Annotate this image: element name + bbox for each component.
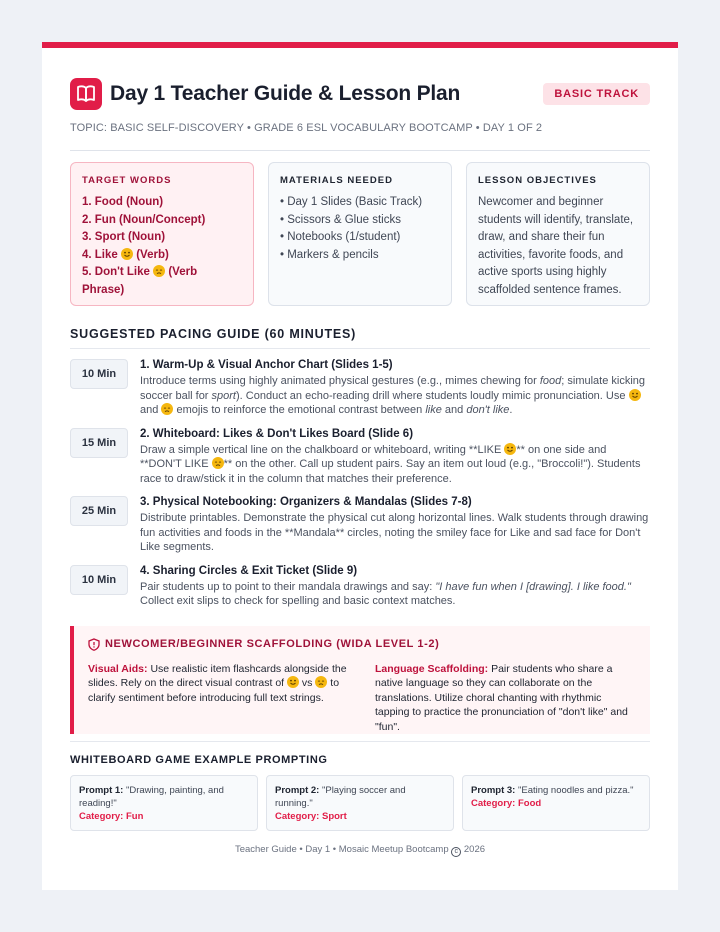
objectives-title: LESSON OBJECTIVES xyxy=(478,175,597,186)
topic-line: TOPIC: BASIC SELF-DISCOVERY • GRADE 6 ESL VOCABULARY BOOTCAMP • DAY 1 OF 2 xyxy=(70,122,543,134)
sad-face-icon xyxy=(161,403,173,415)
whiteboard-title: WHITEBOARD GAME EXAMPLE PROMPTING xyxy=(70,753,328,766)
target-words-card xyxy=(70,162,254,306)
book-icon xyxy=(70,78,102,110)
page-footer: Teacher Guide • Day 1 • Mosaic Meetup Bootcamp c 2026 xyxy=(234,843,486,855)
sad-face-icon xyxy=(315,676,327,688)
duration-pill: 10 Min xyxy=(70,359,128,389)
duration-pill: 15 Min xyxy=(70,428,128,458)
step-description: Draw a simple vertical line on the chalkboard or whiteboard, writing **LIKE ** on one side and **DON'T LIKE ** on the other. Call up student pairs. Say an item out loud (e.g., "Broccoli!"). Students race to draw/stick it in the column that matches their preference. xyxy=(140,443,641,485)
shield-icon xyxy=(88,638,100,651)
prompt-category: Category: Food xyxy=(471,797,542,809)
target-word-pos: (Verb) xyxy=(136,248,169,261)
pacing-step xyxy=(70,496,650,555)
objectives-card xyxy=(466,162,650,306)
pacing-step xyxy=(70,428,650,487)
step-heading: 2. Whiteboard: Likes & Don't Likes Board (Slide 6) xyxy=(140,427,414,440)
prompt-card: Prompt 2: "Playing soccer and running." Category: Sport xyxy=(266,775,454,831)
target-word-text: 4. Like xyxy=(82,248,118,261)
pacing-title: SUGGESTED PACING GUIDE (60 MINUTES) xyxy=(70,327,357,341)
sad-face-icon xyxy=(153,265,165,277)
step-description: Introduce terms using highly animated physical gestures (e.g., mimes chewing for food; simulate kicking soccer ball for sport). Conduct an echo-reading drill where students loudly mimic pronunciation. Use and emojis to reinforce the emotional contrast between like and don't like. xyxy=(140,375,646,416)
prompt-category: Category: Sport xyxy=(275,810,347,822)
page-title: Day 1 Teacher Guide & Lesson Plan xyxy=(110,82,461,105)
summary-cards xyxy=(70,162,650,306)
page-header xyxy=(70,78,650,110)
target-word-item: 2. Fun (Noun/Concept) xyxy=(82,213,206,226)
target-word-item: 1. Food (Noun) xyxy=(82,196,164,208)
prompt-card: Prompt 3: "Eating noodles and pizza." Category: Food xyxy=(462,775,650,831)
materials-card xyxy=(268,162,452,306)
target-word-item xyxy=(82,264,242,299)
pacing-step xyxy=(70,359,650,418)
divider xyxy=(70,348,650,349)
target-word-item: 3. Sport (Noun) xyxy=(82,231,166,243)
copyright-icon: c xyxy=(451,847,461,857)
duration-pill: 10 Min xyxy=(70,565,128,595)
pacing-step xyxy=(70,565,650,609)
material-item: • Notebooks (1/student) xyxy=(280,231,401,243)
target-words-title: TARGET WORDS xyxy=(82,175,172,186)
target-word-item xyxy=(82,247,242,265)
material-item: • Scissors & Glue sticks xyxy=(280,213,401,226)
happy-face-icon xyxy=(121,248,133,260)
duration-pill: 25 Min xyxy=(70,496,128,526)
materials-title: MATERIALS NEEDED xyxy=(280,175,393,186)
step-heading: 4. Sharing Circles & Exit Ticket (Slide 9) xyxy=(140,564,358,577)
happy-face-icon xyxy=(629,389,641,401)
material-item: • Markers & pencils xyxy=(280,248,379,261)
prompt-cards xyxy=(70,775,650,831)
scaffolding-box xyxy=(70,626,650,734)
step-heading: 3. Physical Notebooking: Organizers & Mandalas (Slides 7-8) xyxy=(140,496,472,508)
scaffolding-title xyxy=(88,638,636,651)
target-word-text: 5. Don't Like xyxy=(82,266,150,278)
track-badge: BASIC TRACK xyxy=(543,83,650,105)
divider xyxy=(70,741,650,742)
happy-face-icon xyxy=(287,676,299,688)
prompt-category: Category: Fun xyxy=(79,810,144,822)
target-word-pos: (Verb Phrase) xyxy=(82,266,198,296)
happy-face-icon xyxy=(504,443,516,455)
step-heading: 1. Warm-Up & Visual Anchor Chart (Slides 1-5) xyxy=(140,359,393,371)
prompt-card: Prompt 1: "Drawing, painting, and reading!" Category: Fun xyxy=(70,775,258,831)
sad-face-icon xyxy=(212,457,224,469)
scaffolding-title-text: NEWCOMER/BEGINNER SCAFFOLDING (WIDA LEVEL 1-2) xyxy=(105,638,440,650)
step-description: Distribute printables. Demonstrate the physical cut along horizontal lines. Walk students through drawing fun activities and foods in the **Mandala** circles, noting the smiley face for Like and sad face for Don't Like segments. xyxy=(140,512,649,553)
step-description: Pair students up to point to their mandala drawings and say: "I have fun when I [drawing]. I like food." Collect exit slips to check for spelling and basic context matches. xyxy=(140,580,631,607)
language-scaffolding-text: Language Scaffolding: Pair students who share a native language so they can collaborate on the translations. Utilize choral chanting with rhythmic tapping to practice the pronunciation of "don't like" and "fun". xyxy=(375,662,628,733)
material-item: • Day 1 Slides (Basic Track) xyxy=(280,196,423,208)
visual-aids-text: Visual Aids: Use realistic item flashcards alongside the slides. Rely on the direct visual contrast of vs to clarify sentiment before introducing full text strings. xyxy=(88,662,347,704)
objectives-text: Newcomer and beginner students will identify, translate, draw, and share their fun activities, favorite foods, and active sports using highly scaffolded sentence frames. xyxy=(478,196,634,296)
divider xyxy=(70,150,650,151)
lesson-plan-page xyxy=(42,42,678,890)
